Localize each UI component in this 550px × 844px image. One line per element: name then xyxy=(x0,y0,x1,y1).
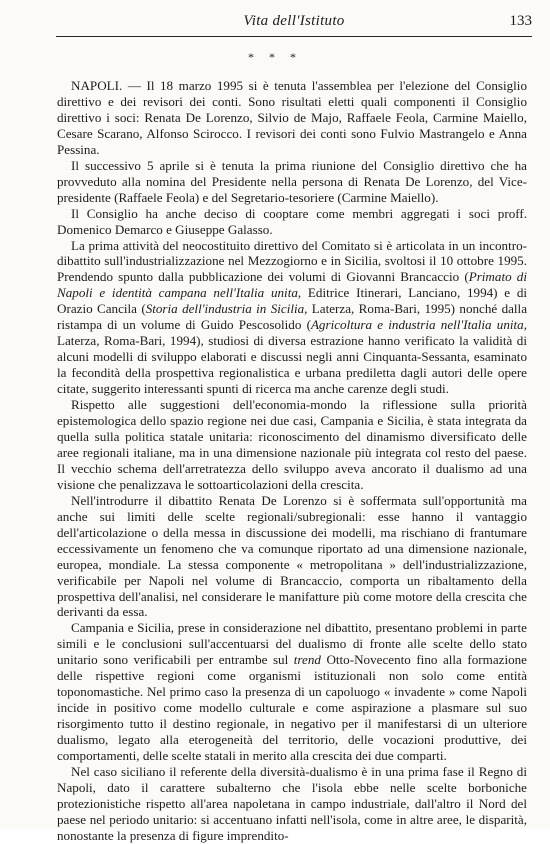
paragraph-prima-riunione xyxy=(57,158,527,206)
text-run: Il successivo 5 aprile si è tenuta la prima riunione del Consiglio direttivo che ha provveduto alla nomina del Presidente nella persona di Renata De Lorenzo, del Vice-presidente (Raffaele Feola) e del Segretario-tesoriere (Carmine Maiello). xyxy=(57,157,527,205)
paragraph-napoli-assemblea xyxy=(57,78,527,158)
italic-title-run: Storia dell'industria in Sicilia xyxy=(145,301,305,317)
page-number: 133 xyxy=(509,13,532,29)
paragraph-caso-siciliano xyxy=(57,764,527,844)
italic-title-run: Primato di Napoli e identità campana nell'Italia unita xyxy=(57,269,527,301)
text-run: NAPOLI. — Il 18 marzo 1995 si è tenuta l'assemblea per l'elezione del Consiglio direttivo e dei revisori dei conti. Sono risultati eletti quali componenti il Consiglio direttivo i soci: Renata De Lorenzo, Silvio de Majo, Raffaele Feola, Carmine Maiello, Cesare Scarano, Alfonso Scirocco. I revisori dei conti sono Fulvio Mastrangelo e Anna Pessina. xyxy=(57,78,527,157)
text-run: Nell'introdurre il dibattito Renata De Lorenzo si è soffermata sull'opportunità ma anche sui limiti delle scelte regionali/subregionali: esse hanno il vantaggio dell'articolazione o della messa in discussione dei modelli, ma rischiano di frantumare eccessivamente un fenomeno che va comunque riportato ad una dimensione nazionale, europea, mondiale. La stessa componente « metropolitana » dell'industrializzazione, verificabile per Napoli nel volume di Brancaccio, comporta un ribaltamento della prospettiva dell'analisi, nel considerare le manifatture più come motore della crescita che derivanti da essa. xyxy=(57,492,527,620)
text-run: Rispetto alle suggestioni dell'economia-mondo la riflessione sulla priorità epistemologica dello spazio regione nei due casi, Campania e Sicilia, è stata integrata da quella sulla politica statale unitaria: riconoscimento del dinamismo diversificato delle aree regionali italiane, ma in una dimensione nazionale più integrata col resto del paese. Il vecchio schema dell'arretratezza dello sviluppo aveva ancorato il dualismo ad una visione che penalizzava le sottoarticolazioni della crescita. xyxy=(57,397,527,492)
paragraph-economia-mondo xyxy=(57,397,527,493)
paragraph-incontro-dibattito xyxy=(57,238,527,398)
page-header xyxy=(56,10,532,37)
paragraph-cooptazione xyxy=(57,206,527,238)
text-run: Otto-Novecento fino alla formazione delle rispettive regioni come organismi istituzionali non solo come entità toponomastiche. Nel primo caso la presenza di un capoluogo « invadente » come Napoli incide in positivo come modello culturale e come aspirazione a plasmare sul suo risorgimento tutto il destino regionale, in negativo per il manifestarsi di un ulteriore dualismo, legato alla eterogeneità del territorio, delle vocazioni produttive, dei comportamenti, delle scelte statali in merito alla crescita dei due comparti. xyxy=(57,652,527,764)
italic-title-run: Agricoltura e industria nell'Italia unita xyxy=(310,317,524,333)
text-run: , Laterza, Roma-Bari, 1994), studiosi di diversa estrazione hanno verificato la validità di alcuni modelli di sviluppo elaborati e discussi negli anni Cinquanta-Sessanta, esaminato la fecondità della prospettiva regionalistica e urbana prediletta dagli autori delle opere citate, suggerito interessanti spunti di ricerca ma anche carenze degli studi. xyxy=(57,317,527,397)
article-body xyxy=(57,78,527,844)
text-run: , Laterza, Roma-Bari, 1995) nonché dalla ristampa di un volume di Guido Pescosolido ( xyxy=(57,301,528,333)
text-run: Nel caso siciliano il referente della diversità-dualismo è in una prima fase il Regno di Napoli, dato il carattere subalterno che l'isola ebbe nelle scelte borboniche protezionistiche rispetto all'area napoletana in campo industriale, dall'altro il Nord del paese nel periodo unitario: si accentuano infatti nell'isola, come in altre aree, le disparità, nonostante la presenza di figure imprendito- xyxy=(57,763,527,843)
text-run: Il Consiglio ha anche deciso di cooptare come membri aggregati i soci proff. Domenico Demarco e Giuseppe Galasso. xyxy=(57,205,527,237)
paragraph-introduzione-de-lorenzo xyxy=(57,493,527,621)
text-run: , Editrice Itinerari, Lanciano, 1994) e di Orazio Cancila ( xyxy=(57,285,528,317)
text-run: Campania e Sicilia, prese in considerazione nel dibattito, presentano problemi in parte simili e le conclusioni sull'accentuarsi del dualismo di fronte alle scelte dello stato unitario sono verificabili per entrambe sul xyxy=(57,620,527,668)
paragraph-campania-sicilia xyxy=(57,620,527,764)
italic-title-run: trend xyxy=(293,652,321,668)
section-divider: * * * xyxy=(248,50,302,64)
running-title: Vita dell'Istituto xyxy=(243,13,345,29)
text-run: La prima attività del neocostituito direttivo del Comitato si è articolata in un incontro-dibattito sull'industrializzazione nel Mezzogiorno e in Sicilia, svoltosi il 10 ottobre 1995. Prendendo spunto dalla pubblicazione dei volumi di Giovanni Brancaccio ( xyxy=(57,237,527,285)
